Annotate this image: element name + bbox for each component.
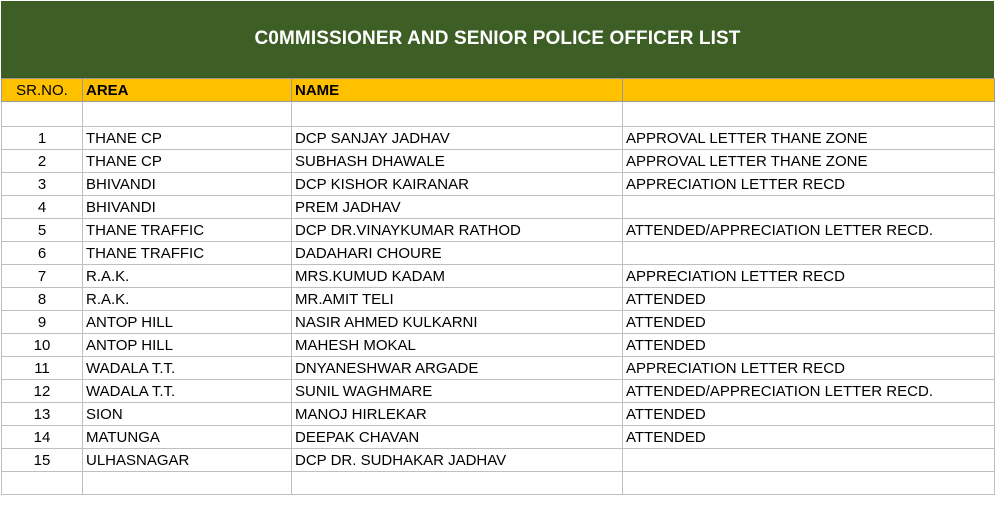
status-cell[interactable]: APPRECIATION LETTER RECD <box>623 265 995 288</box>
blank-cell[interactable] <box>292 102 623 127</box>
status-cell[interactable]: APPRECIATION LETTER RECD <box>623 357 995 380</box>
blank-cell[interactable] <box>2 102 83 127</box>
sr-no-cell[interactable]: 2 <box>2 150 83 173</box>
sr-no-cell[interactable]: 4 <box>2 196 83 219</box>
status-cell[interactable]: APPROVAL LETTER THANE ZONE <box>623 150 995 173</box>
status-cell[interactable]: ATTENDED <box>623 311 995 334</box>
table-row <box>2 219 995 242</box>
status-cell[interactable]: APPROVAL LETTER THANE ZONE <box>623 127 995 150</box>
blank-cell[interactable] <box>83 102 292 127</box>
header-status[interactable] <box>623 79 995 102</box>
header-row <box>2 79 995 102</box>
table-row <box>2 426 995 449</box>
name-cell[interactable]: DCP DR. SUDHAKAR JADHAV <box>292 449 623 472</box>
sr-no-cell[interactable]: 8 <box>2 288 83 311</box>
area-cell[interactable]: WADALA T.T. <box>83 380 292 403</box>
table-row <box>2 196 995 219</box>
status-cell[interactable]: ATTENDED <box>623 426 995 449</box>
status-cell[interactable]: ATTENDED <box>623 288 995 311</box>
area-cell[interactable]: THANE CP <box>83 127 292 150</box>
area-cell[interactable]: ANTOP HILL <box>83 334 292 357</box>
sr-no-cell[interactable]: 13 <box>2 403 83 426</box>
blank-row <box>2 472 995 495</box>
status-cell[interactable]: ATTENDED <box>623 334 995 357</box>
table-row <box>2 357 995 380</box>
name-cell[interactable]: PREM JADHAV <box>292 196 623 219</box>
sr-no-cell[interactable]: 14 <box>2 426 83 449</box>
status-cell[interactable] <box>623 449 995 472</box>
area-cell[interactable]: THANE TRAFFIC <box>83 242 292 265</box>
status-cell[interactable]: ATTENDED/APPRECIATION LETTER RECD. <box>623 380 995 403</box>
sr-no-cell[interactable]: 12 <box>2 380 83 403</box>
blank-cell[interactable] <box>623 102 995 127</box>
area-cell[interactable]: MATUNGA <box>83 426 292 449</box>
name-cell[interactable]: DCP DR.VINAYKUMAR RATHOD <box>292 219 623 242</box>
sr-no-cell[interactable]: 11 <box>2 357 83 380</box>
table-row <box>2 242 995 265</box>
sr-no-cell[interactable]: 15 <box>2 449 83 472</box>
area-cell[interactable]: BHIVANDI <box>83 196 292 219</box>
status-cell[interactable]: APPRECIATION LETTER RECD <box>623 173 995 196</box>
table-row <box>2 311 995 334</box>
table-row <box>2 288 995 311</box>
name-cell[interactable]: MR.AMIT TELI <box>292 288 623 311</box>
name-cell[interactable]: MAHESH MOKAL <box>292 334 623 357</box>
sr-no-cell[interactable]: 9 <box>2 311 83 334</box>
header-sr-no[interactable]: SR.NO. <box>2 79 83 102</box>
blank-cell[interactable] <box>623 472 995 495</box>
area-cell[interactable]: R.A.K. <box>83 288 292 311</box>
area-cell[interactable]: BHIVANDI <box>83 173 292 196</box>
officer-table <box>1 78 995 495</box>
table-row <box>2 403 995 426</box>
name-cell[interactable]: DEEPAK CHAVAN <box>292 426 623 449</box>
status-cell[interactable]: ATTENDED/APPRECIATION LETTER RECD. <box>623 219 995 242</box>
header-area[interactable]: AREA <box>83 79 292 102</box>
name-cell[interactable]: DCP KISHOR KAIRANAR <box>292 173 623 196</box>
table-row <box>2 380 995 403</box>
header-name[interactable]: NAME <box>292 79 623 102</box>
blank-cell[interactable] <box>292 472 623 495</box>
name-cell[interactable]: NASIR AHMED KULKARNI <box>292 311 623 334</box>
area-cell[interactable]: WADALA T.T. <box>83 357 292 380</box>
name-cell[interactable]: SUNIL WAGHMARE <box>292 380 623 403</box>
area-cell[interactable]: THANE TRAFFIC <box>83 219 292 242</box>
status-cell[interactable] <box>623 242 995 265</box>
table-row <box>2 265 995 288</box>
table-row <box>2 334 995 357</box>
table-row <box>2 449 995 472</box>
area-cell[interactable]: ANTOP HILL <box>83 311 292 334</box>
sr-no-cell[interactable]: 6 <box>2 242 83 265</box>
name-cell[interactable]: DCP SANJAY JADHAV <box>292 127 623 150</box>
name-cell[interactable]: MANOJ HIRLEKAR <box>292 403 623 426</box>
blank-cell[interactable] <box>2 472 83 495</box>
table-row <box>2 173 995 196</box>
name-cell[interactable]: DADAHARI CHOURE <box>292 242 623 265</box>
area-cell[interactable]: ULHASNAGAR <box>83 449 292 472</box>
area-cell[interactable]: SION <box>83 403 292 426</box>
sr-no-cell[interactable]: 5 <box>2 219 83 242</box>
sr-no-cell[interactable]: 1 <box>2 127 83 150</box>
table-row <box>2 127 995 150</box>
name-cell[interactable]: DNYANESHWAR ARGADE <box>292 357 623 380</box>
status-cell[interactable] <box>623 196 995 219</box>
status-cell[interactable]: ATTENDED <box>623 403 995 426</box>
sheet-title[interactable]: C0MMISSIONER AND SENIOR POLICE OFFICER LIST <box>1 1 994 78</box>
blank-row <box>2 102 995 127</box>
sr-no-cell[interactable]: 3 <box>2 173 83 196</box>
name-cell[interactable]: MRS.KUMUD KADAM <box>292 265 623 288</box>
table-row <box>2 150 995 173</box>
area-cell[interactable]: R.A.K. <box>83 265 292 288</box>
area-cell[interactable]: THANE CP <box>83 150 292 173</box>
blank-cell[interactable] <box>83 472 292 495</box>
sr-no-cell[interactable]: 7 <box>2 265 83 288</box>
sr-no-cell[interactable]: 10 <box>2 334 83 357</box>
name-cell[interactable]: SUBHASH DHAWALE <box>292 150 623 173</box>
